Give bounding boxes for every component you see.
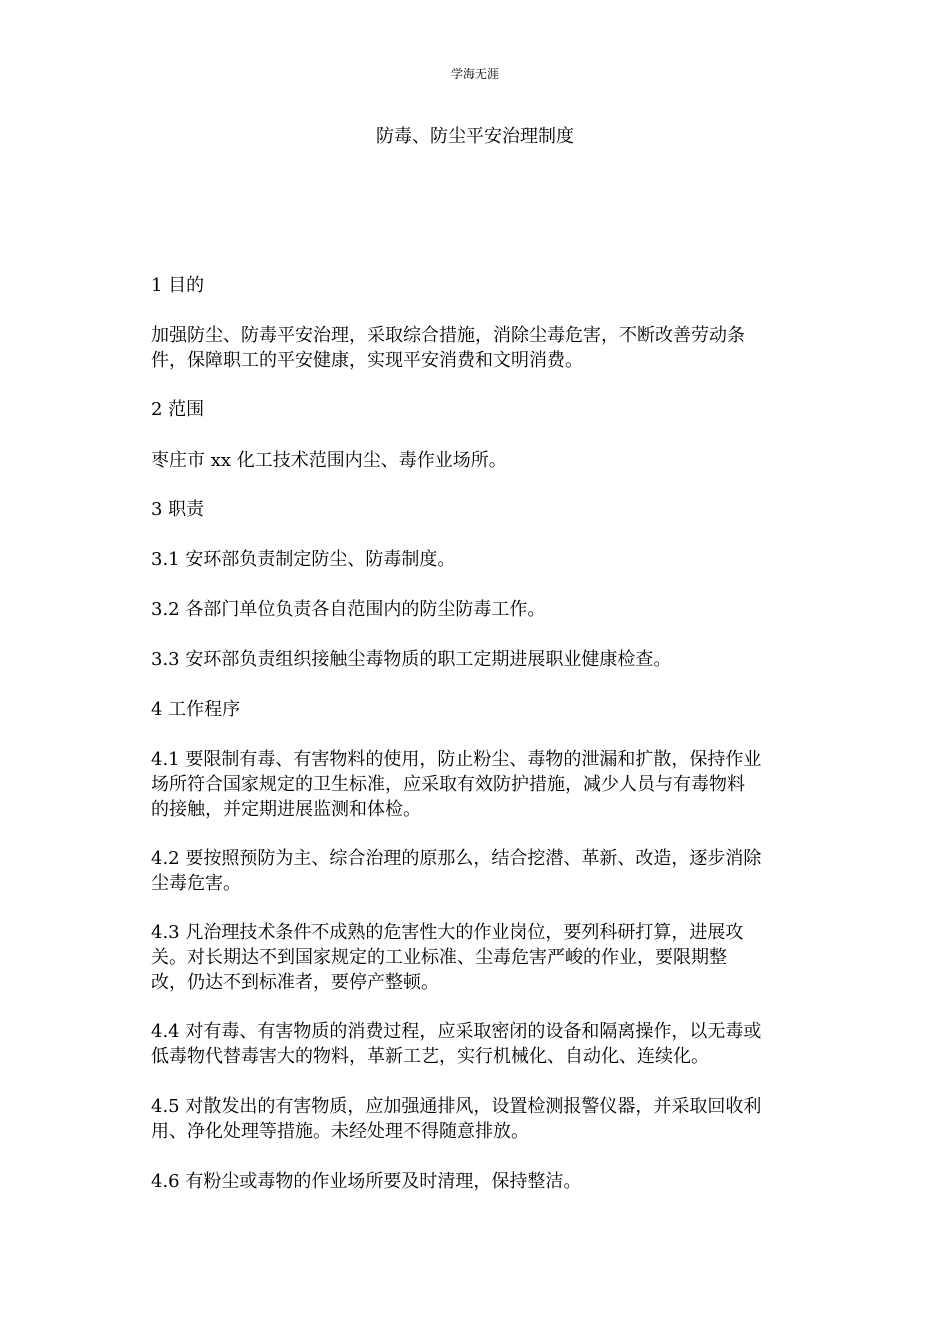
section-4-5-line: 用、净化处理等措施。未经处理不得随意排放。: [151, 1121, 529, 1142]
section-4-1-line: 4.1 要限制有毒、有害物料的使用，防止粉尘、毒物的泄漏和扩散，保持作业: [151, 749, 762, 770]
section-4-4: [151, 1019, 801, 1069]
section-2-body: 枣庄市 xx 化工技术范围内尘、毒作业场所。: [151, 450, 507, 471]
section-1-heading: 1 目的: [151, 275, 205, 296]
page-header: 学海无涯: [450, 67, 499, 81]
section-2-heading: 2 范围: [151, 399, 205, 420]
section-4-1: [151, 747, 801, 822]
section-4-2: [151, 846, 801, 896]
document-title: 防毒、防尘平安治理制度: [376, 126, 574, 147]
section-4-1-line: 场所符合国家规定的卫生标准，应采取有效防护措施，减少人员与有毒物料: [151, 774, 745, 795]
section-1-body-line: 加强防尘、防毒平安治理，采取综合措施，消除尘毒危害，不断改善劳动条: [151, 325, 745, 346]
section-4-4-line: 4.4 对有毒、有害物质的消费过程，应采取密闭的设备和隔离操作，以无毒或: [151, 1021, 762, 1042]
section-3-heading: 3 职责: [151, 499, 205, 520]
section-4-heading: 4 工作程序: [151, 699, 241, 720]
section-4-1-line: 的接触，并定期进展监测和体检。: [151, 799, 421, 820]
section-4-6: 4.6 有粉尘或毒物的作业场所要及时清理，保持整洁。: [151, 1171, 582, 1192]
section-4-4-line: 低毒物代替毒害大的物料，革新工艺，实行机械化、自动化、连续化。: [151, 1046, 709, 1067]
section-4-3: [151, 920, 801, 995]
section-4-2-line: 4.2 要按照预防为主、综合治理的原那么，结合挖潜、革新、改造，逐步消除: [151, 848, 762, 869]
section-4-3-line: 改，仍达不到标准者，要停产整顿。: [151, 972, 439, 993]
section-3-3: 3.3 安环部负责组织接触尘毒物质的职工定期进展职业健康检查。: [151, 649, 672, 670]
section-4-3-line: 关。对长期达不到国家规定的工业标准、尘毒危害严峻的作业，要限期整: [151, 947, 727, 968]
section-4-5-line: 4.5 对散发出的有害物质，应加强通排风，设置检测报警仪器，并采取回收利: [151, 1096, 762, 1117]
section-1-body: [151, 323, 801, 373]
section-4-3-line: 4.3 凡治理技术条件不成熟的危害性大的作业岗位，要列科研打算，进展攻: [151, 922, 744, 943]
section-4-5: [151, 1094, 801, 1144]
section-3-2: 3.2 各部门单位负责各自范围内的防尘防毒工作。: [151, 599, 546, 620]
section-1-body-line: 件，保障职工的平安健康，实现平安消费和文明消费。: [151, 350, 583, 371]
section-3-1: 3.1 安环部负责制定防尘、防毒制度。: [151, 549, 456, 570]
section-4-2-line: 尘毒危害。: [151, 873, 241, 894]
